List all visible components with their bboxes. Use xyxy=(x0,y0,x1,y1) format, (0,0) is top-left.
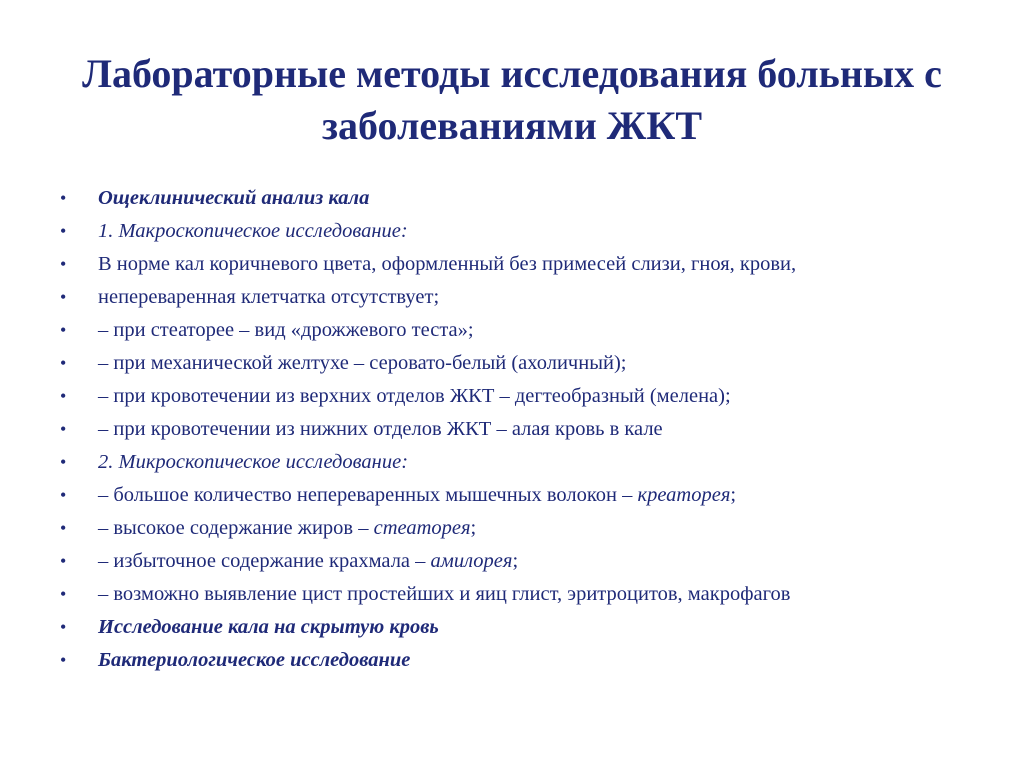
item-text xyxy=(98,545,518,578)
list-item xyxy=(60,281,1000,314)
item-term: креаторея xyxy=(637,484,731,506)
subheading-microscopic: 2. Микроскопическое исследование: xyxy=(98,451,409,473)
bullet-icon: • xyxy=(60,452,67,472)
bullet-icon: • xyxy=(60,584,67,604)
list-item xyxy=(60,248,1000,281)
list-item xyxy=(60,446,1000,479)
item-end: ; xyxy=(512,550,519,572)
bullet-icon: • xyxy=(60,221,67,241)
list-item xyxy=(60,314,1000,347)
list-item xyxy=(60,347,1000,380)
bullet-icon: • xyxy=(60,254,67,274)
bullet-icon: • xyxy=(60,353,67,373)
bullet-icon: • xyxy=(60,551,67,571)
slide-title: Лабораторные методы исследования больных с заболеваниями ЖКТ xyxy=(82,51,942,148)
list-item xyxy=(60,512,1000,545)
subheading-macroscopic: 1. Макроскопическое исследование: xyxy=(98,220,408,242)
list-item xyxy=(60,380,1000,413)
section-heading-bacteriological: Бактериологическое исследование xyxy=(98,649,411,671)
bullet-icon: • xyxy=(60,485,67,505)
bullet-icon: • xyxy=(60,419,67,439)
item-text xyxy=(98,512,476,545)
list-item xyxy=(60,413,1000,446)
list-item xyxy=(60,545,1000,578)
item-text: – при кровотечении из верхних отделов ЖКТ – дегтеобразный (мелена); xyxy=(98,385,731,407)
item-end: ; xyxy=(730,484,737,506)
item-text: – при стеаторее – вид «дрожжевого теста»; xyxy=(98,319,474,341)
list-item xyxy=(60,644,1000,677)
item-term: стеаторея xyxy=(373,517,471,539)
item-text xyxy=(98,479,736,512)
item-text: – возможно выявление цист простейших и яиц глист, эритроцитов, макрофагов xyxy=(98,583,791,605)
item-text: непереваренная клетчатка отсутствует; xyxy=(98,286,440,308)
item-text: – при кровотечении из нижних отделов ЖКТ – алая кровь в кале xyxy=(98,418,663,440)
item-text: – при механической желтухе – серовато-белый (ахоличный); xyxy=(98,352,627,374)
list-item xyxy=(60,578,1000,611)
bullet-icon: • xyxy=(60,518,67,538)
item-term: амилорея xyxy=(430,550,513,572)
list-item xyxy=(60,182,1000,215)
section-heading-stool-analysis: Ощеклинический анализ кала xyxy=(98,187,370,209)
list-item xyxy=(60,611,1000,644)
bullet-icon: • xyxy=(60,650,67,670)
bullet-icon: • xyxy=(60,386,67,406)
bullet-icon: • xyxy=(60,287,67,307)
bullet-icon: • xyxy=(60,617,67,637)
item-text-main: – избыточное содержание крахмала – xyxy=(98,550,431,572)
list-item xyxy=(60,215,1000,248)
bullet-icon: • xyxy=(60,188,67,208)
bullet-list xyxy=(60,182,1000,677)
item-text-main: – высокое содержание жиров – xyxy=(98,517,374,539)
section-heading-occult-blood: Исследование кала на скрытую кровь xyxy=(98,616,439,638)
item-text: В норме кал коричневого цвета, оформленный без примесей слизи, гноя, крови, xyxy=(98,253,797,275)
item-end: ; xyxy=(470,517,477,539)
bullet-icon: • xyxy=(60,320,67,340)
item-text-main: – большое количество непереваренных мышечных волокон – xyxy=(98,484,638,506)
list-item xyxy=(60,479,1000,512)
